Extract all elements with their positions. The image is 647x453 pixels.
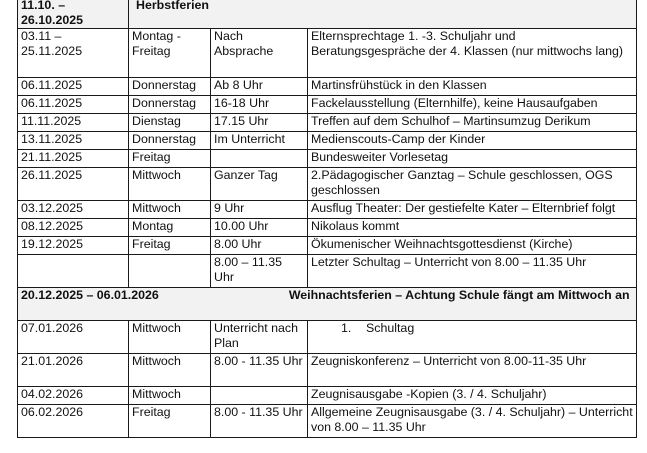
day-cell: Montag - Freitag — [129, 29, 211, 78]
section-title: Weihnachtsferien – Achtung Schule fängt am Mittwoch an — [288, 288, 630, 302]
table-row — [18, 201, 637, 219]
time-cell: 9 Uhr — [211, 201, 308, 219]
day-cell: Mittwoch — [129, 168, 211, 201]
date-cell: 08.12.2025 — [18, 219, 129, 237]
table-row — [18, 405, 637, 438]
time-cell: Unterricht nach Plan — [211, 321, 308, 354]
time-cell: 8.00 - 11.35 Uhr — [211, 405, 308, 438]
date-cell: 04.02.2026 — [18, 387, 129, 405]
day-cell: Mittwoch — [129, 201, 211, 219]
event-cell: Zeugnisausgabe -Kopien (3. / 4. Schuljahr) — [308, 387, 637, 405]
day-cell: Freitag — [129, 150, 211, 168]
time-cell: Nach Absprache — [211, 29, 308, 78]
numbered-list-item — [311, 321, 633, 336]
date-cell: 03.11 – 25.11.2025 — [18, 29, 129, 78]
table-row — [18, 96, 637, 114]
time-cell: 16-18 Uhr — [211, 96, 308, 114]
event-cell: Medienscouts-Camp der Kinder — [308, 132, 637, 150]
table-row — [18, 78, 637, 96]
time-cell: 17.15 Uhr — [211, 114, 308, 132]
event-cell: Elternsprechtage 1. -3. Schuljahr und Beratungsgespräche der 4. Klassen (nur mittwochs lang) — [308, 29, 637, 78]
event-cell: Letzter Schultag – Unterricht von 8.00 – 11.35 Uhr — [308, 255, 637, 288]
table-row — [18, 237, 637, 255]
time-cell: 8.00 – 11.35 Uhr — [211, 255, 308, 288]
event-cell: 2.Pädagogischer Ganztag – Schule geschlossen, OGS geschlossen — [308, 168, 637, 201]
date-cell: 07.01.2026 — [18, 321, 129, 354]
date-cell: 06.11.2025 — [18, 78, 129, 96]
time-cell: 8.00 - 11.35 Uhr — [211, 354, 308, 387]
date-cell: 21.11.2025 — [18, 150, 129, 168]
time-cell: Im Unterricht — [211, 132, 308, 150]
table-row — [18, 321, 637, 354]
date-cell: 03.12.2025 — [18, 201, 129, 219]
section-header-cell — [18, 288, 637, 321]
table-row — [18, 168, 637, 201]
event-cell: Martinsfrühstück in den Klassen — [308, 78, 637, 96]
event-cell: Fackelausstellung (Elternhilfe), keine Hausaufgaben — [308, 96, 637, 114]
event-cell: Zeugniskonferenz – Unterricht von 8.00-11-35 Uhr — [308, 354, 637, 387]
time-cell — [211, 387, 308, 405]
date-cell: 06.11.2025 — [18, 96, 129, 114]
event-cell: Nikolaus kommt — [308, 219, 637, 237]
day-cell: Montag — [129, 219, 211, 237]
event-cell: Allgemeine Zeugnisausgabe (3. / 4. Schuljahr) – Unterricht von 8.00 – 11.35 Uhr — [308, 405, 637, 438]
date-cell: 19.12.2025 — [18, 237, 129, 255]
table-row — [18, 29, 637, 78]
table-row — [18, 150, 637, 168]
event-cell: Bundesweiter Vorlesetag — [308, 150, 637, 168]
day-cell: Mittwoch — [129, 387, 211, 405]
table-row — [18, 387, 637, 405]
table-row — [18, 219, 637, 237]
day-cell: Donnerstag — [129, 132, 211, 150]
time-cell: Ganzer Tag — [211, 168, 308, 201]
section-title: Herbstferien — [136, 0, 209, 12]
day-cell: Mittwoch — [129, 321, 211, 354]
time-cell: Ab 8 Uhr — [211, 78, 308, 96]
day-cell: Donnerstag — [129, 78, 211, 96]
date-cell — [18, 255, 129, 288]
date-cell: 06.02.2026 — [18, 405, 129, 438]
section-dates: 11.10. – 26.10.2025 — [18, 0, 129, 29]
time-cell: 8.00 Uhr — [211, 237, 308, 255]
table-row — [18, 354, 637, 387]
school-calendar-table — [17, 0, 637, 438]
table-row — [18, 114, 637, 132]
event-cell — [308, 321, 637, 354]
day-cell: Freitag — [129, 405, 211, 438]
table-row — [18, 255, 637, 288]
date-cell: 13.11.2025 — [18, 132, 129, 150]
day-cell — [129, 255, 211, 288]
list-number: 1. — [341, 321, 352, 335]
section-header-row — [18, 288, 637, 321]
date-cell: 26.11.2025 — [18, 168, 129, 201]
time-cell: 10.00 Uhr — [211, 219, 308, 237]
event-cell: Treffen auf dem Schulhof – Martinsumzug Derikum — [308, 114, 637, 132]
day-cell: Dienstag — [129, 114, 211, 132]
event-cell: Ausflug Theater: Der gestiefelte Kater – Elternbrief folgt — [308, 201, 637, 219]
event-cell: Ökumenischer Weihnachtsgottesdienst (Kirche) — [308, 237, 637, 255]
date-cell: 11.11.2025 — [18, 114, 129, 132]
event-text: Schultag — [366, 321, 415, 335]
section-dates: 20.12.2025 – 06.01.2026 — [21, 288, 159, 302]
day-cell: Mittwoch — [129, 354, 211, 387]
day-cell: Donnerstag — [129, 96, 211, 114]
day-cell: Freitag — [129, 237, 211, 255]
table-row — [18, 132, 637, 150]
section-title-cell — [129, 0, 637, 29]
section-header-row — [18, 0, 637, 29]
time-cell — [211, 150, 308, 168]
date-cell: 21.01.2026 — [18, 354, 129, 387]
